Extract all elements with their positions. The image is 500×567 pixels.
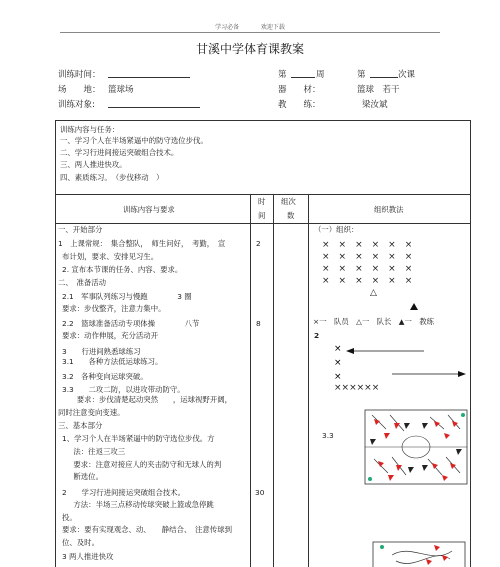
player-mark: ×	[334, 372, 342, 382]
arrow-left-head	[346, 348, 354, 354]
time-field	[108, 77, 190, 78]
equip-value: 篮球 若干	[357, 85, 400, 95]
time-value: 2	[256, 239, 261, 248]
page-header	[0, 22, 500, 31]
target-field	[108, 107, 200, 108]
content-line: 要求：注意对接应人的夹击防守和无球人的判	[66, 460, 222, 469]
content-line: 2 学习行进间接运突破组合技术。	[62, 488, 185, 497]
header-content: 训练内容与要求	[123, 205, 175, 214]
lesson-table	[55, 120, 471, 567]
content-line: 同时注意变向变速。	[58, 408, 125, 417]
time-value: 8	[256, 319, 261, 328]
content-line: 2.2 篮球准备活动专项体操 八节	[62, 319, 200, 328]
week-label: 第	[278, 70, 287, 80]
content-line: 布计划，要求、安排见习生。	[62, 252, 159, 261]
header-right-text: 欢迎下载	[260, 24, 285, 31]
header-rule	[60, 32, 440, 33]
content-line: 投。	[62, 513, 77, 522]
lesson-label: 第	[357, 70, 366, 80]
target-label: 训练对象:	[58, 100, 95, 110]
step-number: 2	[314, 331, 320, 340]
col-divider	[308, 194, 309, 567]
time-label: 训练时间：	[58, 70, 101, 80]
coach-value: 梁汝斌	[362, 100, 388, 110]
place-value: 篮球场	[108, 85, 134, 95]
content-line: 3 两人推进快攻	[62, 552, 114, 561]
time-value: 30	[255, 488, 265, 497]
tasks-heading: 训练内容与任务：	[60, 125, 120, 134]
captain-marker: △	[370, 288, 377, 298]
place-label: 场 地：	[58, 85, 101, 95]
content-line: 1、学习个人在半场紧逼中的防守选位步伐。方	[62, 434, 215, 443]
formation-row: × × × × × ×	[322, 252, 413, 262]
legend: ×一 队员 △一 队长 ▲一 教练	[313, 317, 435, 326]
content-line: 1 上课常规： 集合整队， 师生问好， 考勤， 宣	[58, 239, 226, 248]
lesson-field	[370, 77, 398, 78]
coach-marker-icon	[410, 303, 418, 310]
week-unit: 周	[316, 70, 325, 80]
content-line: 3.3 二攻二防，以进攻带动防守。	[62, 385, 185, 394]
content-line: 3.2 各种变向运球突破。	[62, 372, 148, 381]
task-item: 四、素质练习。 （步伐移动 ）	[60, 173, 164, 182]
header-left-text: 学习必备	[215, 24, 240, 31]
lesson-unit: 次课	[398, 70, 416, 80]
arrow-right-head	[458, 371, 466, 377]
half-court-diagram	[364, 409, 468, 485]
coach-label: 教 练：	[278, 100, 321, 110]
content-line: 要求：要有实现观念、动、 静结合、 注意传球到	[62, 525, 232, 534]
row-divider	[56, 223, 470, 224]
content-line: 位、及时。	[62, 538, 99, 547]
formation-row: × × × × × ×	[322, 276, 413, 286]
content-line: 2.1 军事队列练习与慢跑 3 圈	[62, 292, 192, 301]
col-divider	[273, 194, 274, 567]
header-time-2: 间	[258, 211, 266, 220]
org-label: （一）组织：	[314, 225, 359, 234]
page-title: 甘溪中学体育课教案	[195, 42, 304, 56]
equip-label: 器 材：	[278, 85, 321, 95]
player-mark: ×	[334, 344, 342, 354]
content-line: 3 行进间熟悉球练习	[62, 347, 141, 356]
player-mark: ×	[334, 358, 342, 368]
task-item: 三、两人推进快攻。	[60, 160, 127, 169]
content-line: 要求：动作伸展，充分活动开	[62, 331, 159, 340]
task-item: 一、学习个人在半场紧逼中的防守选位步伐。	[60, 136, 208, 145]
col-divider	[250, 194, 251, 567]
content-line: 要求：步伐清楚起动突然 ，运球视野开阔，	[62, 395, 232, 404]
task-item: 二、学习行进间接运突破组合技术。	[60, 148, 179, 157]
content-line: 断选位。	[66, 472, 103, 481]
content-line: 3.1 各种方法低运球练习。	[62, 357, 163, 366]
content-line: 二、 准备活动	[58, 278, 107, 287]
content-line: 方法：半场三点移动传球突破上篮或急停跳	[66, 500, 214, 509]
header-groups-1: 组次	[281, 197, 296, 206]
content-line: 要求：步伐整齐，注意力集中。	[62, 304, 166, 313]
week-field	[291, 77, 315, 78]
header-method: 组织教法	[374, 205, 404, 214]
ball-marker	[380, 545, 384, 549]
formation-row: × × × × × ×	[322, 264, 413, 274]
fast-break-diagram	[372, 541, 466, 567]
formation-row: × × × × × ×	[322, 240, 413, 250]
header-groups-2: 数	[287, 211, 295, 220]
header-time-1: 时	[258, 197, 266, 206]
content-line: 三、基本部分	[58, 421, 103, 430]
player-line: ××××××	[334, 383, 380, 393]
content-line: 法：往返三攻三	[66, 447, 126, 456]
step-number: 3.3	[322, 431, 334, 440]
content-line: 2. 宣布本节课的任务、内容、要求。	[62, 265, 183, 274]
court-outline	[373, 542, 465, 567]
content-line: 一、开始部分	[58, 225, 103, 234]
row-divider	[56, 194, 470, 195]
